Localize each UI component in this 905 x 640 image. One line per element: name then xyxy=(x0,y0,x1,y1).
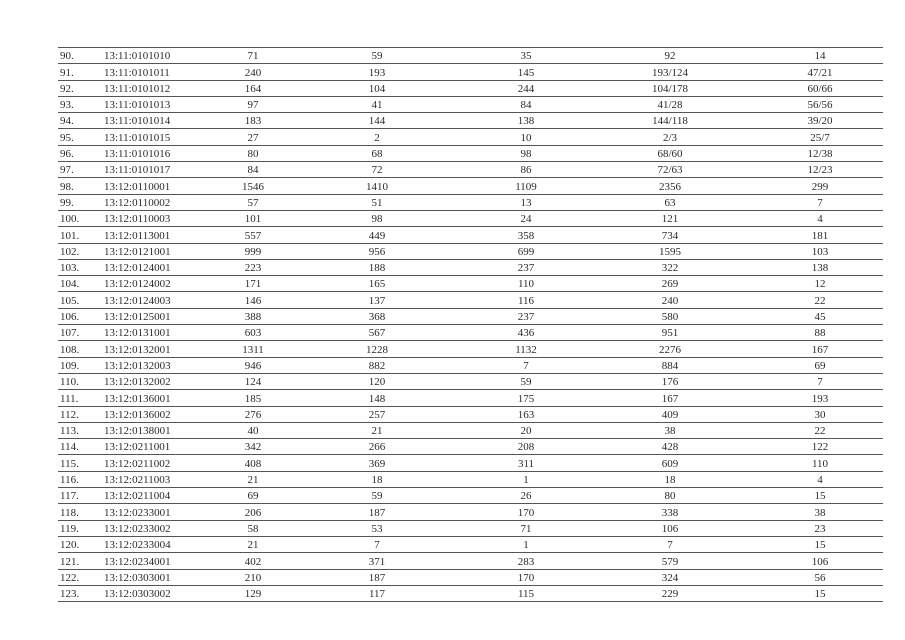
table-body xyxy=(58,48,883,602)
cell-col-a: 342 xyxy=(221,439,285,455)
cell-row-number: 94. xyxy=(58,113,102,129)
cell-col-a: 946 xyxy=(221,357,285,373)
cell-col-c: 35 xyxy=(469,48,583,64)
cell-col-d: 38 xyxy=(583,422,757,438)
cell-row-number: 112. xyxy=(58,406,102,422)
cell-col-b: 117 xyxy=(285,585,469,601)
table-row xyxy=(58,96,883,112)
cell-col-c: 13 xyxy=(469,194,583,210)
cell-record-code: 13:12:0110001 xyxy=(102,178,221,194)
cell-record-code: 13:12:0303001 xyxy=(102,569,221,585)
table-row xyxy=(58,504,883,520)
cell-col-a: 57 xyxy=(221,194,285,210)
cell-col-d: 884 xyxy=(583,357,757,373)
cell-row-number: 115. xyxy=(58,455,102,471)
cell-col-b: 2 xyxy=(285,129,469,145)
cell-row-number: 123. xyxy=(58,585,102,601)
cell-col-e: 69 xyxy=(757,357,883,373)
cell-record-code: 13:12:0110003 xyxy=(102,210,221,226)
cell-col-d: 121 xyxy=(583,210,757,226)
cell-col-e: 22 xyxy=(757,422,883,438)
table-row xyxy=(58,145,883,161)
cell-col-c: 145 xyxy=(469,64,583,80)
cell-col-a: 97 xyxy=(221,96,285,112)
cell-col-b: 68 xyxy=(285,145,469,161)
cell-col-b: 137 xyxy=(285,292,469,308)
cell-col-e: 193 xyxy=(757,390,883,406)
cell-col-e: 12/38 xyxy=(757,145,883,161)
cell-col-c: 1109 xyxy=(469,178,583,194)
table-row xyxy=(58,569,883,585)
cell-col-d: 2276 xyxy=(583,341,757,357)
cell-col-c: 1 xyxy=(469,471,583,487)
cell-row-number: 111. xyxy=(58,390,102,406)
cell-record-code: 13:12:0113001 xyxy=(102,227,221,243)
cell-col-d: 734 xyxy=(583,227,757,243)
cell-col-a: 80 xyxy=(221,145,285,161)
cell-col-d: 92 xyxy=(583,48,757,64)
table-row xyxy=(58,162,883,178)
cell-col-c: 84 xyxy=(469,96,583,112)
cell-col-c: 10 xyxy=(469,129,583,145)
cell-col-b: 120 xyxy=(285,373,469,389)
cell-col-a: 27 xyxy=(221,129,285,145)
cell-col-c: 283 xyxy=(469,553,583,569)
cell-col-a: 1311 xyxy=(221,341,285,357)
cell-col-d: 609 xyxy=(583,455,757,471)
cell-col-e: 25/7 xyxy=(757,129,883,145)
cell-col-d: 428 xyxy=(583,439,757,455)
cell-col-e: 299 xyxy=(757,178,883,194)
cell-col-c: 436 xyxy=(469,325,583,341)
cell-col-e: 88 xyxy=(757,325,883,341)
cell-col-e: 15 xyxy=(757,488,883,504)
cell-col-b: 98 xyxy=(285,210,469,226)
cell-col-a: 603 xyxy=(221,325,285,341)
cell-col-c: 71 xyxy=(469,520,583,536)
cell-row-number: 106. xyxy=(58,308,102,324)
cell-col-b: 7 xyxy=(285,536,469,552)
cell-col-a: 183 xyxy=(221,113,285,129)
cell-col-e: 15 xyxy=(757,585,883,601)
cell-col-e: 45 xyxy=(757,308,883,324)
cell-col-c: 115 xyxy=(469,585,583,601)
table-row xyxy=(58,471,883,487)
cell-record-code: 13:12:0136002 xyxy=(102,406,221,422)
cell-col-b: 148 xyxy=(285,390,469,406)
table-row xyxy=(58,178,883,194)
cell-row-number: 105. xyxy=(58,292,102,308)
cell-col-a: 84 xyxy=(221,162,285,178)
cell-col-a: 164 xyxy=(221,80,285,96)
cell-col-c: 86 xyxy=(469,162,583,178)
cell-record-code: 13:11:0101012 xyxy=(102,80,221,96)
cell-col-e: 4 xyxy=(757,471,883,487)
cell-col-b: 51 xyxy=(285,194,469,210)
cell-row-number: 102. xyxy=(58,243,102,259)
cell-col-d: 2356 xyxy=(583,178,757,194)
cell-col-a: 71 xyxy=(221,48,285,64)
table-row xyxy=(58,210,883,226)
cell-col-b: 188 xyxy=(285,259,469,275)
cell-col-d: 269 xyxy=(583,276,757,292)
cell-col-a: 171 xyxy=(221,276,285,292)
table-row xyxy=(58,80,883,96)
cell-record-code: 13:11:0101017 xyxy=(102,162,221,178)
cell-col-d: 229 xyxy=(583,585,757,601)
table-row xyxy=(58,373,883,389)
cell-row-number: 118. xyxy=(58,504,102,520)
table-row xyxy=(58,341,883,357)
cell-col-e: 167 xyxy=(757,341,883,357)
cell-col-b: 187 xyxy=(285,504,469,520)
cell-record-code: 13:12:0121001 xyxy=(102,243,221,259)
cell-col-b: 59 xyxy=(285,48,469,64)
cell-col-c: 1132 xyxy=(469,341,583,357)
cell-row-number: 107. xyxy=(58,325,102,341)
cell-col-b: 53 xyxy=(285,520,469,536)
cell-col-c: 244 xyxy=(469,80,583,96)
cell-col-d: 1595 xyxy=(583,243,757,259)
cell-record-code: 13:12:0132001 xyxy=(102,341,221,357)
cell-record-code: 13:12:0124002 xyxy=(102,276,221,292)
cell-record-code: 13:11:0101016 xyxy=(102,145,221,161)
table-row xyxy=(58,439,883,455)
cell-col-e: 56 xyxy=(757,569,883,585)
cell-col-a: 185 xyxy=(221,390,285,406)
cell-col-d: 176 xyxy=(583,373,757,389)
cell-col-e: 110 xyxy=(757,455,883,471)
cell-record-code: 13:12:0211001 xyxy=(102,439,221,455)
cell-col-d: 68/60 xyxy=(583,145,757,161)
cell-row-number: 90. xyxy=(58,48,102,64)
cell-col-d: 322 xyxy=(583,259,757,275)
cell-col-e: 56/56 xyxy=(757,96,883,112)
cell-col-d: 580 xyxy=(583,308,757,324)
cell-row-number: 110. xyxy=(58,373,102,389)
cell-col-c: 138 xyxy=(469,113,583,129)
cell-record-code: 13:12:0233004 xyxy=(102,536,221,552)
cell-record-code: 13:12:0234001 xyxy=(102,553,221,569)
cell-col-d: 106 xyxy=(583,520,757,536)
cell-col-a: 276 xyxy=(221,406,285,422)
cell-col-c: 311 xyxy=(469,455,583,471)
cell-row-number: 91. xyxy=(58,64,102,80)
cell-col-b: 193 xyxy=(285,64,469,80)
cell-col-d: 324 xyxy=(583,569,757,585)
cell-record-code: 13:11:0101014 xyxy=(102,113,221,129)
cell-col-c: 98 xyxy=(469,145,583,161)
cell-col-e: 122 xyxy=(757,439,883,455)
cell-row-number: 116. xyxy=(58,471,102,487)
cell-row-number: 100. xyxy=(58,210,102,226)
cell-col-a: 223 xyxy=(221,259,285,275)
cell-col-d: 63 xyxy=(583,194,757,210)
table-row xyxy=(58,292,883,308)
cell-col-b: 187 xyxy=(285,569,469,585)
cell-col-e: 12/23 xyxy=(757,162,883,178)
cell-col-d: 7 xyxy=(583,536,757,552)
cell-col-c: 59 xyxy=(469,373,583,389)
cell-col-d: 144/118 xyxy=(583,113,757,129)
table-row xyxy=(58,455,883,471)
cell-row-number: 120. xyxy=(58,536,102,552)
cell-col-e: 4 xyxy=(757,210,883,226)
cell-col-a: 21 xyxy=(221,536,285,552)
cell-col-b: 266 xyxy=(285,439,469,455)
cell-row-number: 122. xyxy=(58,569,102,585)
cell-col-a: 402 xyxy=(221,553,285,569)
table-row xyxy=(58,520,883,536)
cell-col-c: 237 xyxy=(469,308,583,324)
cell-col-e: 38 xyxy=(757,504,883,520)
cell-row-number: 98. xyxy=(58,178,102,194)
cell-record-code: 13:12:0132003 xyxy=(102,357,221,373)
cell-col-d: 240 xyxy=(583,292,757,308)
cell-col-e: 12 xyxy=(757,276,883,292)
cell-col-e: 60/66 xyxy=(757,80,883,96)
cell-row-number: 104. xyxy=(58,276,102,292)
cell-row-number: 92. xyxy=(58,80,102,96)
cell-col-b: 882 xyxy=(285,357,469,373)
cell-col-d: 338 xyxy=(583,504,757,520)
cell-row-number: 113. xyxy=(58,422,102,438)
cell-col-d: 72/63 xyxy=(583,162,757,178)
cell-col-c: 116 xyxy=(469,292,583,308)
cell-col-a: 129 xyxy=(221,585,285,601)
cell-row-number: 114. xyxy=(58,439,102,455)
cell-col-a: 388 xyxy=(221,308,285,324)
table-row xyxy=(58,48,883,64)
table-row xyxy=(58,227,883,243)
cell-col-d: 193/124 xyxy=(583,64,757,80)
cell-row-number: 96. xyxy=(58,145,102,161)
cell-col-c: 170 xyxy=(469,504,583,520)
cell-record-code: 13:12:0136001 xyxy=(102,390,221,406)
cell-col-b: 21 xyxy=(285,422,469,438)
cell-col-a: 69 xyxy=(221,488,285,504)
cell-col-e: 7 xyxy=(757,194,883,210)
cell-col-d: 167 xyxy=(583,390,757,406)
table-row xyxy=(58,243,883,259)
table-row xyxy=(58,325,883,341)
table-row xyxy=(58,276,883,292)
cell-col-c: 110 xyxy=(469,276,583,292)
cell-col-e: 23 xyxy=(757,520,883,536)
cell-col-c: 20 xyxy=(469,422,583,438)
cell-col-d: 80 xyxy=(583,488,757,504)
table-row xyxy=(58,357,883,373)
table-row xyxy=(58,406,883,422)
table-row xyxy=(58,422,883,438)
cell-col-e: 138 xyxy=(757,259,883,275)
cell-col-b: 104 xyxy=(285,80,469,96)
cell-col-e: 103 xyxy=(757,243,883,259)
cell-col-b: 1228 xyxy=(285,341,469,357)
cell-col-e: 106 xyxy=(757,553,883,569)
cell-record-code: 13:12:0211003 xyxy=(102,471,221,487)
cell-col-d: 41/28 xyxy=(583,96,757,112)
cell-row-number: 95. xyxy=(58,129,102,145)
cell-record-code: 13:12:0233001 xyxy=(102,504,221,520)
cell-col-a: 21 xyxy=(221,471,285,487)
table-row xyxy=(58,488,883,504)
table-row xyxy=(58,553,883,569)
cell-col-c: 1 xyxy=(469,536,583,552)
cell-col-c: 358 xyxy=(469,227,583,243)
cell-record-code: 13:12:0125001 xyxy=(102,308,221,324)
cell-record-code: 13:11:0101011 xyxy=(102,64,221,80)
cell-row-number: 119. xyxy=(58,520,102,536)
cell-record-code: 13:11:0101015 xyxy=(102,129,221,145)
data-table xyxy=(58,47,883,602)
cell-col-b: 1410 xyxy=(285,178,469,194)
cell-row-number: 108. xyxy=(58,341,102,357)
cell-col-c: 699 xyxy=(469,243,583,259)
cell-col-d: 579 xyxy=(583,553,757,569)
cell-col-d: 18 xyxy=(583,471,757,487)
cell-col-c: 208 xyxy=(469,439,583,455)
cell-col-a: 210 xyxy=(221,569,285,585)
cell-col-b: 72 xyxy=(285,162,469,178)
cell-record-code: 13:12:0233002 xyxy=(102,520,221,536)
cell-col-a: 124 xyxy=(221,373,285,389)
cell-col-b: 257 xyxy=(285,406,469,422)
cell-record-code: 13:12:0124003 xyxy=(102,292,221,308)
cell-col-a: 240 xyxy=(221,64,285,80)
cell-col-e: 181 xyxy=(757,227,883,243)
cell-row-number: 99. xyxy=(58,194,102,210)
table-row xyxy=(58,64,883,80)
cell-row-number: 93. xyxy=(58,96,102,112)
table-row xyxy=(58,536,883,552)
cell-col-c: 26 xyxy=(469,488,583,504)
cell-col-a: 557 xyxy=(221,227,285,243)
table-row xyxy=(58,390,883,406)
cell-col-e: 47/21 xyxy=(757,64,883,80)
cell-col-c: 237 xyxy=(469,259,583,275)
cell-col-b: 956 xyxy=(285,243,469,259)
cell-col-b: 59 xyxy=(285,488,469,504)
cell-record-code: 13:12:0124001 xyxy=(102,259,221,275)
cell-row-number: 101. xyxy=(58,227,102,243)
cell-col-a: 58 xyxy=(221,520,285,536)
cell-col-a: 146 xyxy=(221,292,285,308)
cell-col-b: 449 xyxy=(285,227,469,243)
table-row xyxy=(58,585,883,601)
table-row xyxy=(58,308,883,324)
cell-col-b: 41 xyxy=(285,96,469,112)
cell-col-e: 15 xyxy=(757,536,883,552)
table-row xyxy=(58,113,883,129)
cell-col-b: 369 xyxy=(285,455,469,471)
cell-row-number: 117. xyxy=(58,488,102,504)
table-row xyxy=(58,259,883,275)
cell-col-e: 39/20 xyxy=(757,113,883,129)
cell-row-number: 97. xyxy=(58,162,102,178)
cell-col-a: 206 xyxy=(221,504,285,520)
cell-col-b: 371 xyxy=(285,553,469,569)
cell-col-b: 165 xyxy=(285,276,469,292)
cell-col-a: 1546 xyxy=(221,178,285,194)
cell-record-code: 13:12:0110002 xyxy=(102,194,221,210)
cell-record-code: 13:11:0101013 xyxy=(102,96,221,112)
cell-row-number: 103. xyxy=(58,259,102,275)
cell-col-c: 163 xyxy=(469,406,583,422)
cell-col-c: 175 xyxy=(469,390,583,406)
cell-col-e: 22 xyxy=(757,292,883,308)
cell-col-b: 144 xyxy=(285,113,469,129)
cell-col-c: 24 xyxy=(469,210,583,226)
cell-record-code: 13:12:0132002 xyxy=(102,373,221,389)
cell-col-b: 18 xyxy=(285,471,469,487)
cell-record-code: 13:12:0303002 xyxy=(102,585,221,601)
cell-col-d: 409 xyxy=(583,406,757,422)
cell-row-number: 121. xyxy=(58,553,102,569)
cell-record-code: 13:12:0211002 xyxy=(102,455,221,471)
cell-col-b: 567 xyxy=(285,325,469,341)
cell-col-e: 7 xyxy=(757,373,883,389)
table-row xyxy=(58,129,883,145)
cell-col-a: 408 xyxy=(221,455,285,471)
cell-col-c: 170 xyxy=(469,569,583,585)
cell-row-number: 109. xyxy=(58,357,102,373)
cell-record-code: 13:12:0211004 xyxy=(102,488,221,504)
cell-col-a: 101 xyxy=(221,210,285,226)
cell-col-e: 14 xyxy=(757,48,883,64)
cell-col-c: 7 xyxy=(469,357,583,373)
cell-record-code: 13:11:0101010 xyxy=(102,48,221,64)
cell-record-code: 13:12:0131001 xyxy=(102,325,221,341)
cell-col-a: 999 xyxy=(221,243,285,259)
cell-col-a: 40 xyxy=(221,422,285,438)
cell-col-e: 30 xyxy=(757,406,883,422)
cell-col-d: 951 xyxy=(583,325,757,341)
table-row xyxy=(58,194,883,210)
cell-col-b: 368 xyxy=(285,308,469,324)
cell-col-d: 2/3 xyxy=(583,129,757,145)
cell-record-code: 13:12:0138001 xyxy=(102,422,221,438)
cell-col-d: 104/178 xyxy=(583,80,757,96)
